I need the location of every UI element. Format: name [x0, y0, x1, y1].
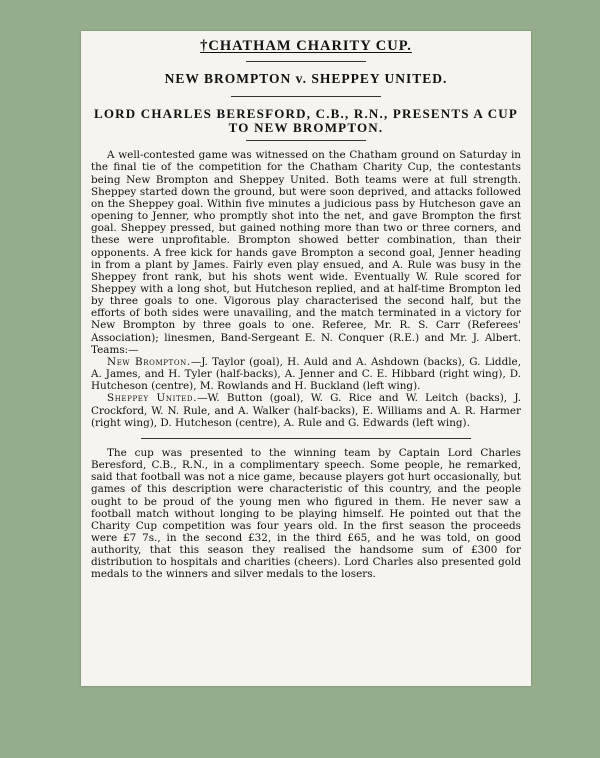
team-lineup-new-brompton: [91, 356, 521, 392]
divider-rule: [246, 61, 366, 62]
headline-match: NEW BROMPTON v. SHEPPEY UNITED.: [164, 71, 448, 87]
team-players: —J. Taylor (goal), H. Auld and A. Ashdown (backs), G. Liddle, A. James, and H. Tyler (half-backs), A. Jenner and C. E. Hibbard (right wing), D. Hutcheson (centre), M. Rowlands and H. Buckland (left wing).: [91, 355, 522, 393]
divider-rule: [141, 438, 471, 439]
divider-rule: [231, 96, 381, 97]
match-report-paragraph: A well-contested game was witnessed on the Chatham ground on Saturday in the final tie of the competition for the Chatham Charity Cup, the contestants being New Brompton and Sheppey United. Both teams were at full strength. Sheppey started down the ground, but were soon deprived, and attacks followed on the Sheppey goal. Within five minutes a judicious pass by Hutcheson gave an opening to Jenner, who promptly shot into the net, and gave Brompton the first goal. Sheppey pressed, but gained nothing more than two or three corners, and these were unprofitable. Brompton showed better combination, than their opponents. A free kick for hands gave Brompton a second goal, Jenner heading in from a plant by James. Fairly even play ensued, and A. Rule was busy in the Sheppey front rank, but his shots went wide. Eventually W. Rule scored for Sheppey with a long shot, but Hutcheson replied, and at half-time Brompton led by three goals to one. Vigorous play characterised the second half, but the efforts of both sides were unavailing, and the match terminated in a victory for New Brompton by three goals to one. Referee, Mr. R. S. Carr (Referees' Association); linesmen, Band-Sergeant E. N. Conquer (R.E.) and Mr. J. Albert. Teams:—: [91, 149, 521, 356]
presentation-paragraph: The cup was presented to the winning team by Captain Lord Charles Beresford, C.B., R.N., in a complimentary speech. Some people, he remarked, said that football was not a nice game, because players got hurt occasionally, but games of this description were characteristic of this country, and the people ought to be proud of the young men who figured in them. He never saw a football match without longing to be playing himself. He pointed out that the Charity Cup competition was four years old. In the first season the proceeds were £7 7s., in the second £32, in the third £65, and he was told, on good authority, that this season they realised the handsome sum of £300 for distribution to hospitals and charities (cheers). Lord Charles also presented gold medals to the winners and silver medals to the losers.: [91, 446, 521, 581]
headline-title: †CHATHAM CHARITY CUP.: [200, 38, 412, 54]
divider-rule: [246, 140, 366, 141]
team-name: Sheppey United.: [107, 392, 198, 405]
team-lineup-sheppey-united: [91, 392, 521, 428]
team-players: —W. Button (goal), W. G. Rice and W. Leitch (backs), J. Crockford, W. N. Rule, and A. Walker (half-backs), E. Williams and A. R. Harmer (right wing), D. Hutcheson (centre), A. Rule and G. Edwards (left wing).: [91, 392, 521, 429]
headline-subtitle: LORD CHARLES BERESFORD, C.B., R.N., PRESENTS A CUP TO NEW BROMPTON.: [93, 106, 519, 135]
newspaper-clipping: [81, 31, 531, 686]
team-name: New Brompton.: [107, 355, 191, 368]
